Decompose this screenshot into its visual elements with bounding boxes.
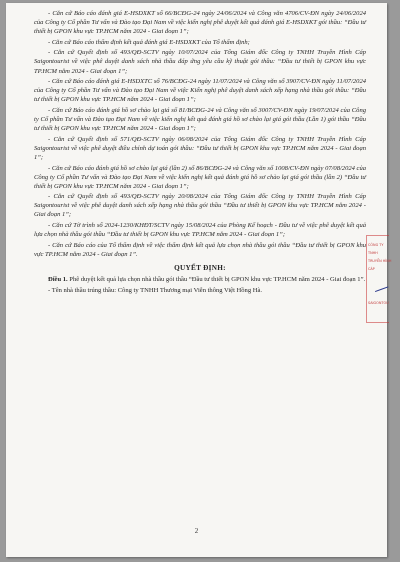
document-body [34, 9, 366, 296]
citation-paragraph-2: - Căn cứ Báo cáo thẩm định kết quả đánh giá E-HSDXKT của Tổ thẩm định; [48, 38, 250, 46]
stamp-line-5: SAIGONTOU [368, 301, 389, 305]
page-number: 2 [194, 527, 199, 535]
article-1-text: Phê duyệt kết quả lựa chọn nhà thầu gói thầu “Đầu tư thiết bị GPON khu vực TP.HCM năm 2024 - Giai đoạn 1”. [69, 276, 366, 284]
citation-paragraph-10: - Căn cứ Báo cáo của Tổ thẩm định về việc thẩm định kết quả lựa chọn nhà thầu gói thầu “Đầu tư thiết bị GPON khu vực TP.HCM năm 2024 - Giai đoạn 1”. [34, 241, 366, 258]
stamp-line-1: CÔNG TY [368, 243, 384, 247]
stamp-line-2: TNHH [368, 251, 378, 255]
stamp-line-3: TRUYỀN HÌNH [368, 259, 392, 263]
citation-paragraph-6: - Căn cứ Quyết định số 571/QĐ-SCTV ngày 06/08/2024 của Tổng Giám đốc Công ty TNHH Truyền Hình Cáp Saigontourist về việc phê duyệt điều chỉnh dự toán gói thầu: “Đầu tư thiết bị GPON khu vực TP.HCM năm 2024 - Giai đoạn 1”; [34, 135, 366, 161]
citation-paragraph-1: - Căn cứ Báo cáo đánh giá E-HSDXKT số 66/BCĐG-24 ngày 24/06/2024 và Công văn 4706/CV-ĐN ngày 24/06/2024 của Công ty Cổ phần Tư vấn và Đào tạo Đại Nam về việc kiến nghị phê duyệt kết quả đánh giá E-HSDXKT gói thầu: “Đầu tư thiết bị GPON khu vực TP.HCM năm 2024 - Giai đoạn 1”; [34, 10, 366, 36]
citation-paragraph-5: - Căn cứ Báo cáo đánh giá hồ sơ chào lại giá số 81/BCĐG-24 và Công văn số 3007/CV-ĐN ngày 19/07/2024 của Công ty Cổ phần Tư vấn và Đào tạo Đại Nam về việc kiến nghị kết quả đánh giá hồ sơ chào lại giá gói thầu (Lần 1) gói thầu “Đầu tư thiết bị GPON khu vực TP.HCM năm 2024 - Giai đoạn 1”; [34, 106, 366, 133]
document-page [6, 3, 392, 557]
stamp-line-4: CÁP [368, 267, 375, 271]
citation-paragraph-3: - Căn cứ Quyết định số 493/QĐ-SCTV ngày 10/07/2024 của Tổng Giám đốc Công ty TNHH Truyền Hình Cáp Saigontourist về việc phê duyệt danh sách nhà thầu đáp ứng yêu cầu kỹ thuật gói thầu: “Đầu tư thiết bị GPON khu vực TP.HCM năm 2024 - Giai đoạn 1”; [34, 49, 366, 75]
article-1 [34, 275, 366, 284]
winner-line: - Tên nhà thầu trúng thầu: Công ty TNHH Thương mại Viễn thông Việt Hồng Hà. [48, 286, 263, 294]
company-stamp [364, 235, 392, 323]
citation-paragraph-4: - Căn cứ Báo cáo đánh giá E-HSDXTC số 76/BCĐG-24 ngày 11/07/2024 và Công văn số 3907/CV-ĐN ngày 11/07/2024 của Công ty Cổ phần Tư vấn và Đào tạo Đại Nam về việc Kiến nghị phê duyệt danh sách xếp hạng nhà thầu gói thầu: “Đầu tư thiết bị GPON khu vực TP.HCM năm 2024 - Giai đoạn 1”; [34, 78, 366, 104]
article-1-label: Điều 1. [48, 276, 68, 284]
decision-heading: QUYẾT ĐỊNH: [174, 263, 226, 272]
citation-paragraph-8: - Căn cứ Quyết định số 493/QĐ-SCTV ngày 20/08/2024 của Tổng Giám đốc Công ty TNHH Truyền Hình Cáp Saigontourist về việc phê duyệt danh sách xếp hạng nhà thầu gói thầu “Đầu tư thiết bị GPON khu vực TP.HCM năm 2024 - Giai đoạn 1”; [34, 193, 366, 219]
citation-paragraph-9: - Căn cứ Tờ trình số 2024-1230/KHĐT/SCTV ngày 15/08/2024 của Phòng Kế hoạch - Đầu tư về việc phê duyệt kết quả lựa chọn nhà thầu gói thầu “Đầu tư thiết bị GPON khu vực TP.HCM năm 2024 - Giai đoạn 1”; [34, 222, 366, 239]
citation-paragraph-7: - Căn cứ Báo cáo đánh giá hồ sơ chào lại giá (lần 2) số 86/BCĐG-24 và Công văn số 1008/CV-ĐN ngày 07/08/2024 của Công ty Cổ phần Tư vấn và Đào tạo Đại Nam về việc kiến nghị kết quả đánh giá hồ sơ chào lại giá gói thầu (lần 2) “Đầu tư thiết bị GPON khu vực TP.HCM năm 2024 - Giai đoạn 1”; [34, 164, 366, 190]
